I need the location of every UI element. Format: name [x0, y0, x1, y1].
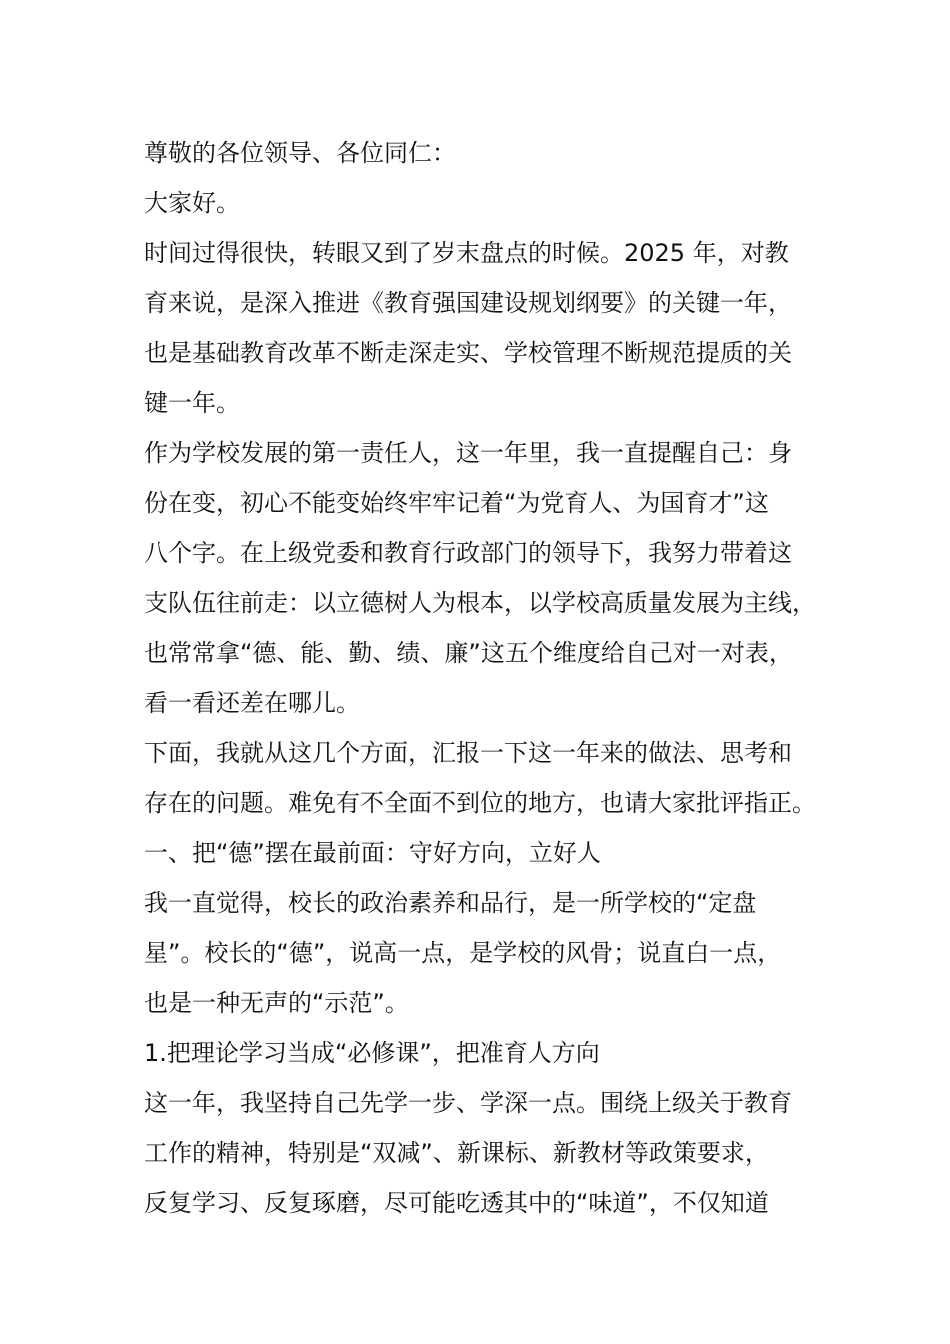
text-line: 八个字。在上级党委和教育行政部门的领导下，我努力带着这 [144, 539, 792, 567]
text-line: 也是一种无声的“示范”。 [144, 989, 409, 1017]
text-line: 这一年，我坚持自己先学一步、学深一点。围绕上级关于教育 [144, 1089, 792, 1117]
text-line: 键一年。 [144, 389, 240, 417]
text-line: 我一直觉得，校长的政治素养和品行，是一所学校的“定盘 [144, 889, 757, 917]
text-line: 星”。校长的“德”，说高一点，是学校的风骨；说直白一点， [144, 939, 782, 967]
text-line: 也常常拿“德、能、勤、绩、廉”这五个维度给自己对一对表， [144, 639, 793, 667]
text-line: 份在变，初心不能变始终牢牢记着“为党育人、为国育才”这 [144, 489, 769, 517]
text-line: 下面，我就从这几个方面，汇报一下这一年来的做法、思考和 [144, 739, 792, 767]
text-line: 育来说，是深入推进《教育强国建设规划纲要》的关键一年， [144, 289, 792, 317]
text-line: 工作的精神，特别是“双减”、新课标、新教材等政策要求， [144, 1139, 769, 1167]
text-line: 存在的问题。难免有不全面不到位的地方，也请大家批评指正。 [144, 789, 816, 817]
text-line: 尊敬的各位领导、各位同仁： [144, 139, 456, 167]
text-line: 支队伍往前走：以立德树人为根本，以学校高质量发展为主线， [144, 589, 816, 617]
text-line: 看一看还差在哪儿。 [144, 689, 360, 717]
text-line: 反复学习、反复琢磨，尽可能吃透其中的“味道”，不仅知道 [144, 1189, 769, 1217]
section-heading: 一、把“德”摆在最前面：守好方向，立好人 [144, 839, 601, 867]
document-body [144, 128, 844, 1228]
text-line: 大家好。 [144, 189, 240, 217]
subsection-heading: 1.把理论学习当成“必修课”，把准育人方向 [144, 1039, 600, 1067]
text-line: 时间过得很快，转眼又到了岁末盘点的时候。2025 年，对教 [144, 239, 789, 267]
text-line: 也是基础教育改革不断走深走实、学校管理不断规范提质的关 [144, 339, 792, 367]
text-line: 作为学校发展的第一责任人，这一年里，我一直提醒自己：身 [144, 439, 792, 467]
